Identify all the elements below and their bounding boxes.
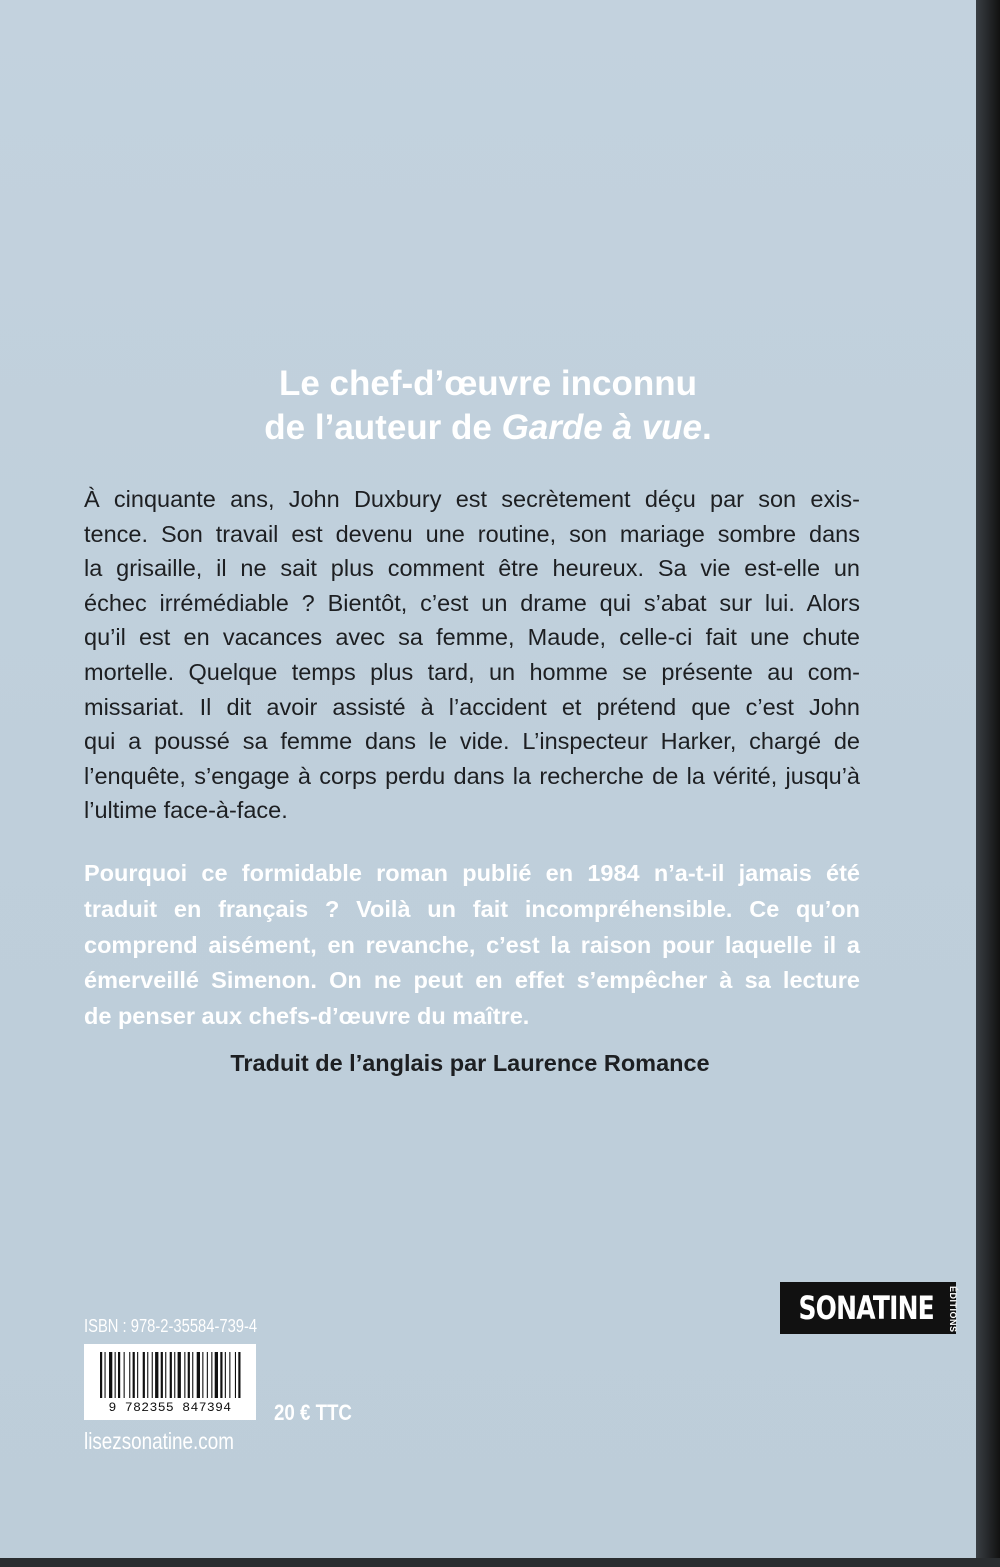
publisher-name: SONATINE	[798, 1289, 934, 1327]
synopsis-line: missariat. Il dit avoir assisté à l’accident et prétend que c’est John	[84, 693, 860, 720]
blurb-line: émerveillé Simenon. On ne peut en effet s’empêcher à sa lecture	[84, 967, 860, 994]
blurb-paragraph	[84, 856, 860, 1035]
tagline-line-1: Le chef-d’œuvre inconnu	[278, 364, 698, 403]
barcode-digits: 9 782355 847394	[108, 1400, 232, 1415]
synopsis-line: À cinquante ans, John Duxbury est secrètement déçu par son exis-	[84, 486, 860, 512]
tagline-prefix: de l’auteur de	[264, 408, 502, 447]
tagline	[0, 362, 976, 450]
blurb-line: traduit en français ? Voilà un fait incompréhensible. Ce qu’on	[84, 895, 860, 922]
book-bottom-edge	[0, 1558, 1000, 1567]
price-label: 20 € TTC	[274, 1400, 352, 1425]
synopsis-line: tence. Son travail est devenu une routine, son mariage sombre dans	[84, 520, 860, 547]
book-spine-edge	[976, 0, 1000, 1567]
translator-credit: Traduit de l’anglais par Laurence Romance	[230, 1050, 710, 1076]
referenced-book-title: Garde à vue	[501, 408, 702, 447]
publisher-side-label: ÉDITIONS	[948, 1286, 958, 1333]
synopsis-line: l’enquête, s’engage à corps perdu dans la recherche de la vérité, jusqu’à	[84, 762, 860, 789]
synopsis-line: qui a poussé sa femme dans le vide. L’inspecteur Harker, chargé de	[84, 728, 860, 755]
publisher-logo	[780, 1282, 956, 1334]
synopsis-line: qu’il est en vacances avec sa femme, Maude, celle-ci fait une chute	[84, 624, 860, 651]
synopsis-line: mortelle. Quelque temps plus tard, un homme se présente au com-	[84, 658, 860, 685]
blurb-line: Pourquoi ce formidable roman publié en 1984 n’a-t-il jamais été	[84, 860, 860, 886]
blurb-line: comprend aisément, en revanche, c’est la raison pour laquelle il a	[84, 931, 860, 958]
blurb-line: de penser aux chefs-d’œuvre du maître.	[84, 1003, 530, 1030]
synopsis-paragraph	[84, 482, 860, 828]
isbn-label: ISBN : 978-2-35584-739-4	[84, 1316, 258, 1336]
synopsis-line: la grisaille, il ne sait plus comment être heureux. Sa vie est-elle un	[84, 555, 860, 582]
publisher-website: lisezsonatine.com	[84, 1428, 234, 1454]
barcode-bars	[84, 1344, 256, 1402]
synopsis-line: l’ultime face-à-face.	[84, 797, 288, 824]
tagline-line-2	[0, 406, 976, 450]
barcode	[84, 1344, 256, 1420]
synopsis-line: échec irrémédiable ? Bientôt, c’est un drame qui s’abat sur lui. Alors	[84, 589, 860, 616]
tagline-suffix: .	[701, 408, 712, 447]
